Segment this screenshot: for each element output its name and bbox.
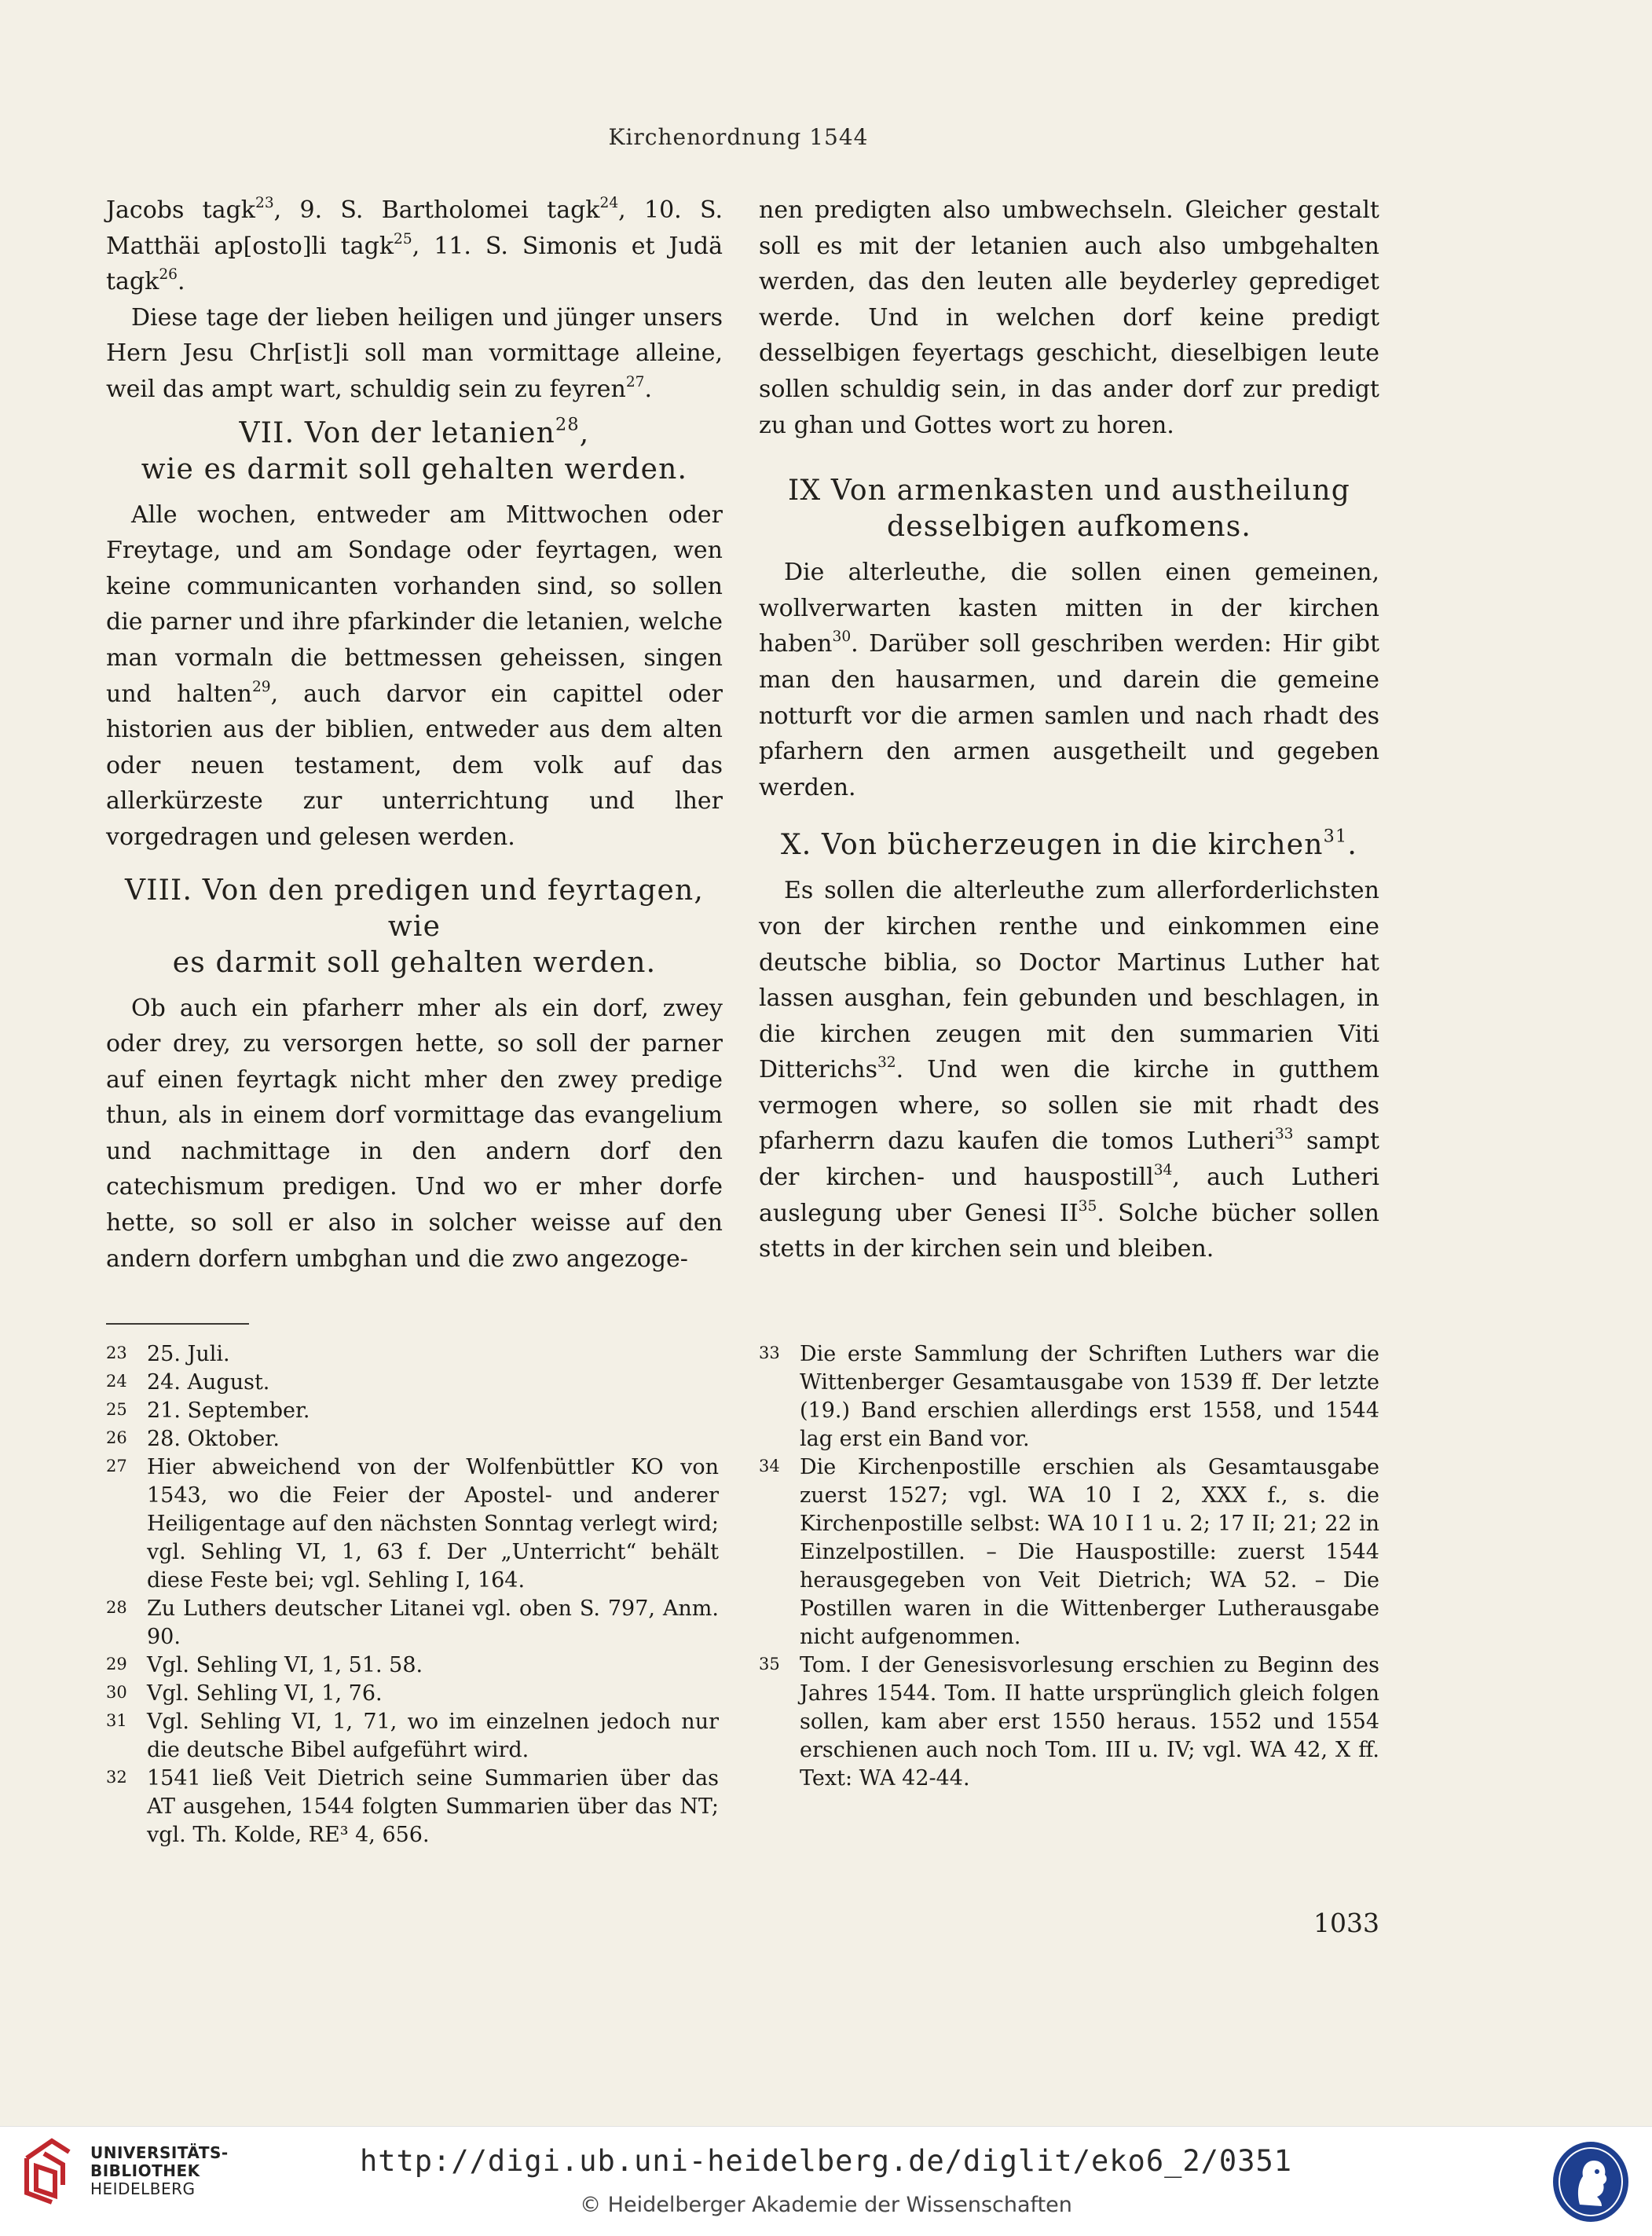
page-number: 1033 <box>1313 1908 1379 1938</box>
paragraph-poor-box: Die alterleuthe, die sollen einen gemeinen, wollverwarten kasten mitten in der kirchen haben$^{30}$. Darüber soll geschriben werden: Hir gibt man den hausarmen, und darein die gemeine notturft vor die armen samlen und nach rhadt des pfarhern den armen ausgetheilt und gegeben werden. <box>759 559 1379 801</box>
footnote: 35 Tom. I der Genesisvorlesung erschien zu Beginn des Jahres 1544. Tom. II hatte ursprünglich gleich folgen sollen, kam aber erst 1550 heraus. 1552 und 1554 erschienen auch noch Tom. III u. IV; vgl. WA 42, X ff. Text: WA 42-44. <box>759 1653 1379 1791</box>
right-column <box>759 192 1379 1267</box>
footnote-ref: 32 <box>877 1054 896 1072</box>
footnote: 24 24. August. <box>106 1370 270 1395</box>
footnotes-right <box>759 1340 1379 1793</box>
footnote: 34 Die Kirchenpostille erschien als Gesamtausgabe zuerst 1527; vgl. WA 10 I 2, XXX f., s. die Kirchenpostille selbst: WA 10 I 1 u. 2; 17 II; 21; 22 in Einzelpostillen. – Die Hauspostille: zuerst 1544 herausgegeben von Veit Dietrich; WA 52. – Die Postillen waren in die Wittenberger Lutherausgabe nicht aufgenommen. <box>759 1455 1379 1649</box>
paragraph-saints-days: Jacobs tagk$^{23}$, 9. S. Bartholomei tagk$^{24}$, 10. S. Matthäi ap[osto]li tagk$^{25}$, 11. S. Simonis et Judä tagk$^{26}$. <box>106 194 723 296</box>
footnote: 31 Vgl. Sehling VI, 1, 71, wo im einzelnen jedoch nur die deutsche Bibel aufgeführt wird. <box>106 1710 719 1762</box>
footnote-ref: 26 <box>159 266 178 284</box>
footnote-ref: 34 <box>1153 1162 1173 1179</box>
section-heading-viii: VIII. Von den predigen und feyrtagen, wie es darmit soll gehalten werden. <box>125 874 704 979</box>
library-name[interactable]: UNIVERSITÄTS- BIBLIOTHEK HEIDELBERG <box>90 2143 229 2198</box>
footnote: 26 28. Oktober. <box>106 1427 280 1451</box>
paragraph-feast-days: Diese tage der lieben heiligen und jünger unsers Hern Jesu Chr[ist]i soll man vormittage alleine, weil das ampt wart, schuldig sein zu feyren$^{27}$. <box>106 303 723 403</box>
footnote-divider <box>106 1323 249 1325</box>
footnote: 27 Hier abweichend von der Wolfenbüttler KO von 1543, wo die Feier der Apostel- und anderer Heiligentage auf den nächsten Sonntag verlegt wird; vgl. Sehling VI, 1, 63 f. Der „Unterricht“ behält diese Feste bei; vgl. Sehling I, 164. <box>106 1455 719 1593</box>
paragraph-sermons-continued: nen predigten also umbwechseln. Gleicher gestalt soll es mit der letanien auch also umbgehalten werden, das den leuten alle beyderley geprediget werde. Und in welchen dorf keine predigt desselbigen feyertags geschicht, dieselbigen leute sollen schuldig sein, in das ander dorf zur predigt zu ghan und Gottes wort zu horen. <box>759 196 1379 439</box>
footnote-ref: 29 <box>251 678 271 695</box>
paragraph-litany: Alle wochen, entweder am Mittwochen oder Freytage, und am Sondage oder feyrtagen, wen keine communicanten vorhanden sind, so sollen die parner und ihre pfarkinder die letanien, welche man vormaln die bettmessen geheissen, singen und halten$^{29}$, auch darvor ein capittel oder historien aus der biblien, entweder aus dem alten oder neuen testament, dem volk auf das allerkürzeste zur unterrichtung und lher vorgedragen und gelesen werden. <box>106 500 723 851</box>
viewer-footer <box>0 2126 1652 2236</box>
footnote-ref: 28 <box>555 413 580 434</box>
footnote-ref: 30 <box>832 629 852 646</box>
running-head: Kirchenordnung 1544 <box>608 124 869 150</box>
academy-seal-icon[interactable] <box>1550 2139 1632 2225</box>
footnote-ref: 23 <box>255 194 274 211</box>
footnote-ref: 27 <box>625 373 645 390</box>
footnote: 23 25. Juli. <box>106 1342 230 1366</box>
section-heading-x: X. Von bücherzeugen in die kirchen$^{31}$. <box>780 826 1358 862</box>
left-column <box>106 192 723 1277</box>
paragraph-sermons: Ob auch ein pfarherr mher als ein dorf, zwey oder drey, zu versorgen hette, so soll der parner auf einen feyrtagk nicht mher den zwey predige thun, als in einem dorf vormittage das evangelium und nachmittage in den andern dorf den catechismum predigen. Und wo er mher dorfe hette, so soll er also in solcher weisse auf den andern dorfern umbghan und die zwo angezoge- <box>106 994 723 1273</box>
footnote: 29 Vgl. Sehling VI, 1, 51. 58. <box>106 1653 423 1677</box>
footnote: 28 Zu Luthers deutscher Litanei vgl. oben S. 797, Anm. 90. <box>106 1596 719 1649</box>
footnote: 25 21. September. <box>106 1398 310 1423</box>
section-heading-vii: VII. Von der letanien$^{28}$, wie es darmit soll gehalten werden. <box>141 413 688 486</box>
footnote: 32 1541 ließ Veit Dietrich seine Summarien über das AT ausgehen, 1544 folgten Summarien über das NT; vgl. Th. Kolde, RE³ 4, 656. <box>106 1766 719 1847</box>
footnote-ref: 35 <box>1078 1197 1097 1215</box>
section-heading-ix: IX Von armenkasten und austheilung desselbigen aufkomens. <box>788 475 1350 544</box>
footnote-ref: 25 <box>394 230 412 247</box>
footnote-ref: 31 <box>1323 826 1348 847</box>
footnote-ref: 24 <box>599 194 619 211</box>
footnote-ref: 33 <box>1274 1126 1294 1143</box>
footnote: 33 Die erste Sammlung der Schriften Luthers war die Wittenberger Gesamtausgabe von 1539 ff. Der letzte (19.) Band erschien allerdings erst 1558, und 1544 lag erst ein Band vor. <box>759 1342 1379 1451</box>
copyright-notice: © Heidelberger Akademie der Wissenschaften <box>580 2193 1072 2217</box>
footnote: 30 Vgl. Sehling VI, 1, 76. <box>106 1681 383 1706</box>
paragraph-church-books: Es sollen die alterleuthe zum allerforderlichsten von der kirchen renthe und einkommen eine deutsche biblia, so Doctor Martinus Luther hat lassen ausghan, fein gebunden und beschlagen, in die kirchen zeugen mit den summarien Viti Ditterichs$^{32}$. Und wen die kirche in gutthem vermogen where, so sollen sie mit rhadt des pfarherrn dazu kaufen die tomos Lutheri$^{33}$ sampt der kirchen- und hauspostill$^{34}$, auch Lutheri auslegung uber Genesi II$^{35}$. Solche bücher sollen stetts in der kirchen sein und bleiben. <box>759 877 1379 1263</box>
permalink-url[interactable]: http://digi.ub.uni-heidelberg.de/diglit/eko6_2/0351 <box>359 2144 1293 2178</box>
footnotes-left <box>106 1340 719 1849</box>
